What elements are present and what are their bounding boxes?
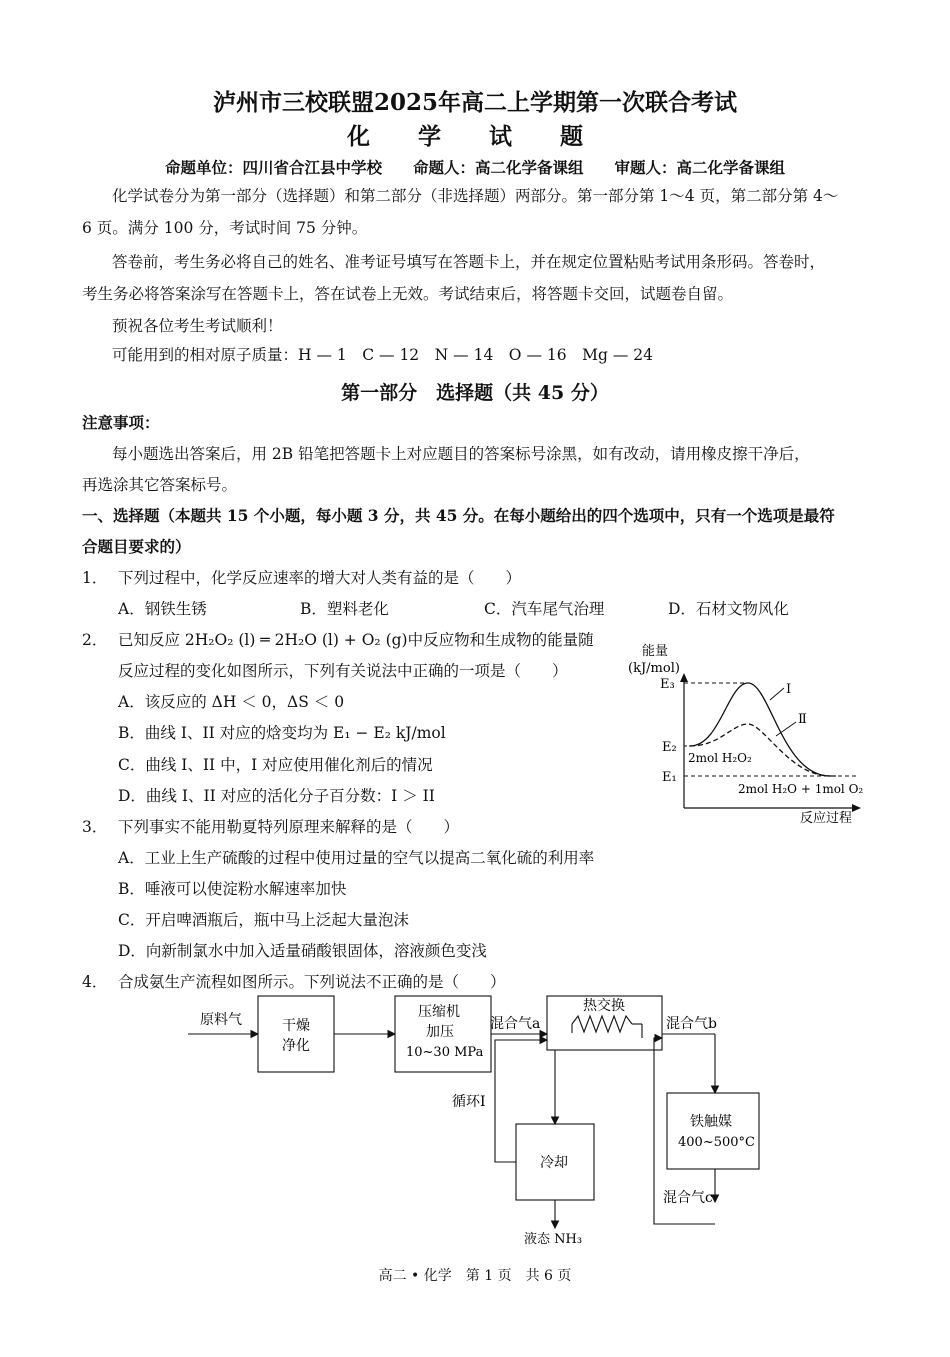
energy-diagram (620, 640, 870, 830)
q1-number: 1． (82, 569, 108, 587)
subject-title: 化 学 试 题 (346, 123, 604, 150)
q2-stem-line-2: 反应过程的变化如图所示，下列有关说法中正确的一项是（ ） (118, 662, 568, 680)
pressurize-label: 加压 (426, 1024, 454, 1040)
cooling-label: 冷却 (540, 1155, 568, 1171)
notice-line-1: 每小题选出答案后，用 2B 铅笔把答题卡上对应题目的答案标号涂黑，如有改动，请用橡皮擦干净后， (112, 445, 810, 463)
intro-paragraph-2a: 答卷前，考生务必将自己的姓名、准考证号填写在答题卡上，并在规定位置粘贴考试用条形码。答卷时， (112, 253, 826, 271)
section-title: 第一部分 选择题（共 45 分） (341, 382, 609, 404)
q2-number: 2． (82, 631, 108, 649)
q1-option-c: C．汽车尾气治理 (484, 600, 605, 618)
q3-option-b: B．唾液可以使淀粉水解速率加快 (118, 880, 347, 898)
energy-axis-label: 能量 (642, 644, 669, 659)
curve-i-label: I (786, 682, 792, 697)
mixed-gas-b-label: 混合气b (666, 1016, 717, 1032)
q1-option-d: D．石材文物风化 (668, 600, 789, 618)
q2-stem-line-1: 已知反应 2H₂O₂ (l) ═ 2H₂O (l) + O₂ (g)中反应物和生成物的能量随 (118, 631, 594, 649)
recycle-label: 循环I (452, 1094, 486, 1110)
exam-title: 泸州市三校联盟2025年高二上学期第一次联合考试 (212, 89, 737, 116)
dry-purify-box (258, 996, 334, 1072)
q1-option-b: B．塑料老化 (300, 600, 389, 618)
q2-option-a: A．该反应的 ΔH ＜ 0，ΔS ＜ 0 (118, 693, 345, 711)
notice-title: 注意事项： (82, 413, 160, 432)
curve-i-pointer (770, 688, 784, 700)
x-axis-label: 反应过程 (800, 811, 853, 826)
wish-text: 预祝各位考生考试顺利！ (112, 317, 283, 335)
q2-option-b: B．曲线 I、II 对应的焓变均为 E₁ − E₂ kJ/mol (118, 724, 446, 742)
e2-label: E₂ (662, 740, 677, 755)
atomic-masses: 可能用到的相对原子质量：H — 1 C — 12 N — 14 O — 16 Mg — 24 (112, 346, 653, 364)
q3-option-d: D．向新制氯水中加入适量硝酸银固体，溶液颜色变浅 (118, 942, 487, 960)
ammonia-flow-diagram (180, 990, 780, 1250)
curve-ii-label: Ⅱ (798, 712, 807, 727)
y-axis-arrow (680, 673, 688, 682)
q1-option-a: A．钢铁生锈 (118, 600, 207, 618)
e1-label: E₁ (662, 770, 677, 785)
page-footer: 高二 • 化学 第 1 页 共 6 页 (378, 1268, 572, 1284)
liquid-ammonia-label: 液态 NH₃ (524, 1232, 583, 1247)
q2-option-d: D．曲线 I、II 对应的活化分子百分数：I ＞ II (118, 787, 435, 805)
curve-ii (690, 724, 830, 776)
part-title-line-2: 合题目要求的） (82, 537, 191, 556)
notice-line-2: 再选涂其它答案标号。 (82, 476, 238, 494)
heat-exchange-label: 热交换 (583, 998, 625, 1014)
reactant-label: 2mol H₂O₂ (688, 751, 752, 765)
q4-number: 4． (82, 973, 108, 991)
intro-paragraph-1b: 6 页。满分 100 分，考试时间 75 分钟。 (82, 219, 368, 237)
iron-catalyst-box (667, 1093, 759, 1169)
q2-option-c: C．曲线 I、II 中，I 对应使用催化剂后的情况 (118, 756, 433, 774)
intro-paragraph-1a: 化学试卷分为第一部分（选择题）和第二部分（非选择题）两部分。第一部分第 1～4 页，第二部分第 4～ (112, 187, 839, 205)
temperature-label: 400~500°C (678, 1135, 755, 1150)
q3-stem: 下列事实不能用勒夏特列原理来解释的是（ ） (118, 818, 460, 836)
q4-stem: 合成氨生产流程如图所示。下列说法不正确的是（ ） (118, 973, 506, 991)
q1-stem: 下列过程中，化学反应速率的增大对人类有益的是（ ） (118, 569, 522, 587)
energy-axis-unit: (kJ/mol) (628, 661, 680, 676)
feed-gas-label: 原料气 (200, 1012, 242, 1028)
q3-number: 3． (82, 818, 108, 836)
x-axis-arrow (852, 804, 861, 812)
product-label: 2mol H₂O + 1mol O₂ (738, 782, 864, 796)
e3-label: E₃ (660, 677, 675, 692)
compressor-label: 压缩机 (418, 1004, 460, 1020)
purify-label: 净化 (282, 1038, 310, 1054)
q3-option-c: C．开启啤酒瓶后，瓶中马上泛起大量泡沫 (118, 911, 409, 929)
dry-label: 干燥 (282, 1018, 310, 1034)
author-line: 命题单位：四川省合江县中学校 命题人：高二化学备课组 审题人：高二化学备课组 (164, 158, 785, 177)
q3-option-a: A．工业上生产硫酸的过程中使用过量的空气以提高二氧化硫的利用率 (118, 849, 595, 867)
pressure-label: 10~30 MPa (406, 1045, 484, 1060)
iron-catalyst-label: 铁触媒 (690, 1114, 732, 1130)
mixed-gas-a-label: 混合气a (490, 1016, 541, 1032)
part-title-line-1: 一、选择题（本题共 15 个小题，每小题 3 分，共 45 分。在每小题给出的四个选项中，只有一个选项是最符 (82, 506, 835, 525)
intro-paragraph-2b: 考生务必将答案涂写在答题卡上，答在试卷上无效。考试结束后，将答题卡交回，试题卷自留。 (82, 285, 734, 303)
mixed-gas-c-label: 混合气c (663, 1190, 713, 1206)
